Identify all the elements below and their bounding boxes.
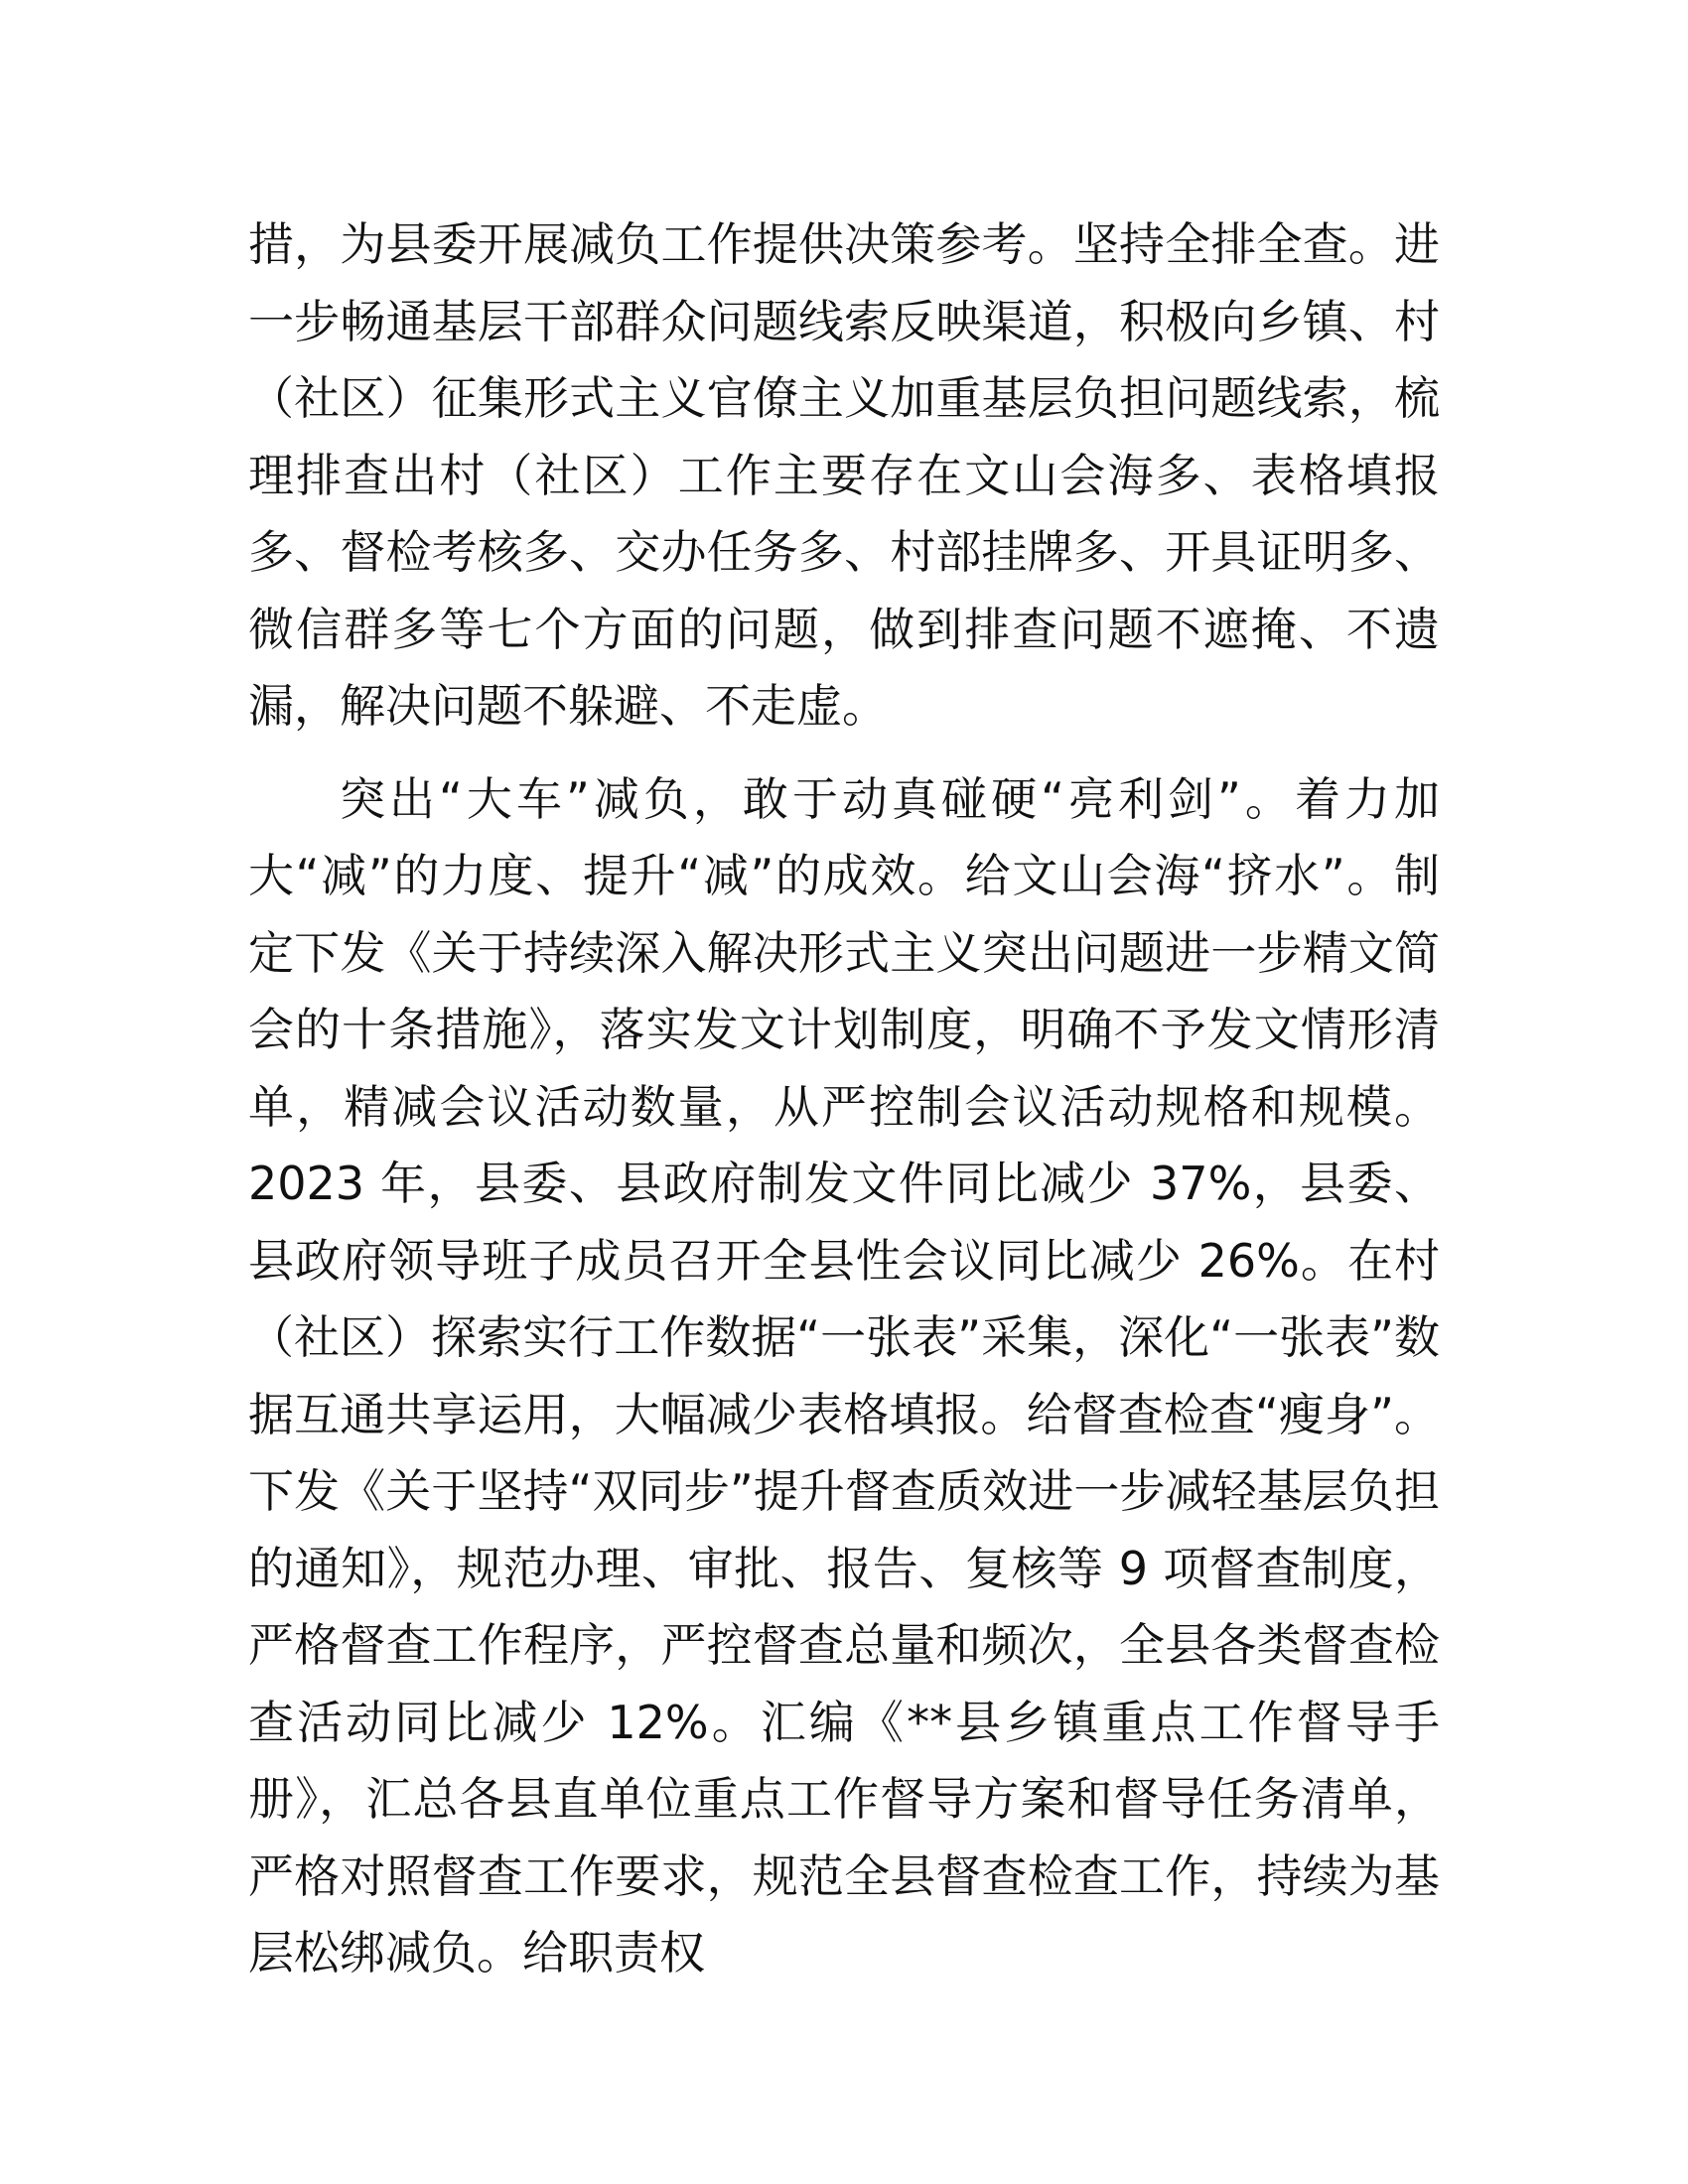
body-text: [248, 206, 1440, 1992]
paragraph-continued: 措，为县委开展减负工作提供决策参考。坚持全排全查。进一步畅通基层干部群众问题线索反映渠道，积极向乡镇、村（社区）征集形式主义官僚主义加重基层负担问题线索，梳理排查出村（社区）工作主要存在文山会海多、表格填报多、督检考核多、交办任务多、村部挂牌多、开具证明多、微信群多等七个方面的问题，做到排查问题不遮掩、不遗漏，解决问题不躲避、不走虚。: [248, 217, 1440, 733]
paragraph-burden-reduction: 突出“大车”减负，敢于动真碰硬“亮利剑”。着力加大“减”的力度、提升“减”的成效。给文山会海“挤水”。制定下发《关于持续深入解决形式主义突出问题进一步精文简会的十条措施》，落实发文计划制度，明确不予发文情形清单，精减会议活动数量，从严控制会议活动规格和规模。2023 年，县委、县政府制发文件同比减少 37%，县委、县政府领导班子成员召开全县性会议同比减少 26%。在村（社区）探索实行工作数据“一张表”采集，深化“一张表”数据互通共享运用，大幅减少表格填报。给督查检查“瘦身”。下发《关于坚持“双同步”提升督查质效进一步减轻基层负担的通知》，规范办理、审批、报告、复核等 9 项督查制度，严格督查工作程序，严控督查总量和频次，全县各类督查检查活动同比减少 12%。汇编《**县乡镇重点工作督导手册》，汇总各县直单位重点工作督导方案和督导任务清单，严格对照督查工作要求，规范全县督查检查工作，持续为基层松绑减负。给职责权: [248, 771, 1440, 1979]
